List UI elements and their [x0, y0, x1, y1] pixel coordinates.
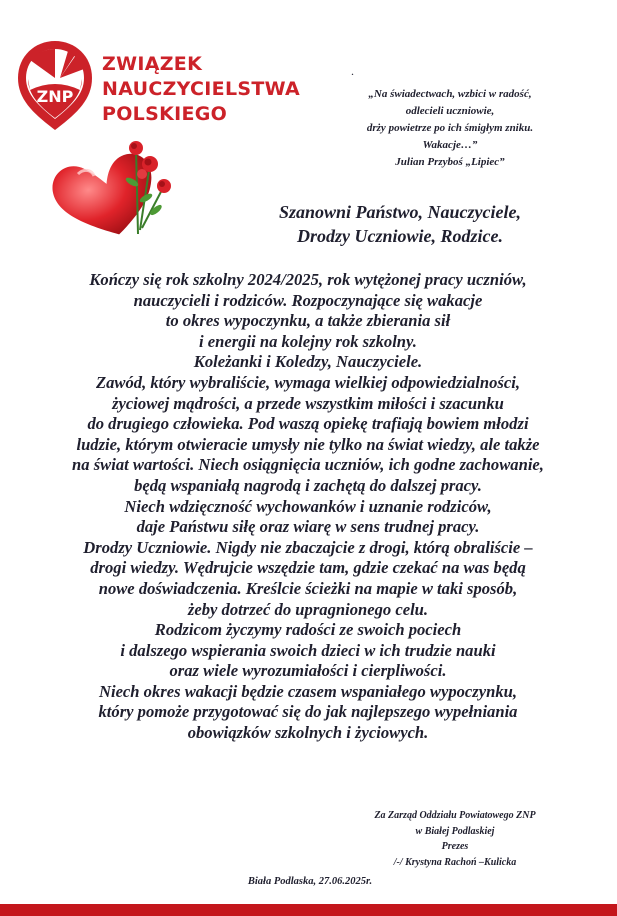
epigraph-line: „Na świadectwach, wzbici w radość, [368, 88, 532, 100]
body-line: do drugiego człowieka. Pod waszą opiekę trafiają bowiem młodzi [87, 414, 529, 434]
body-line: życiowej mądrości, a przede wszystkim miłości i szacunku [112, 393, 504, 413]
body-line: ludzie, którym otwieracie umysły nie tylko na świat wiedzy, ale także [76, 434, 540, 454]
logo-text: ZNP [36, 87, 74, 106]
body-line: Drodzy Uczniowie. Nigdy nie zbaczajcie z drogi, którą obraliście – [83, 537, 533, 557]
org-name-line: NAUCZYCIELSTWA [102, 78, 301, 100]
body-line: Niech okres wakacji będzie czasem wspaniałego wypoczynku, [98, 681, 518, 701]
organization-name [102, 52, 300, 127]
epigraph-line: Wakacje…” [422, 139, 478, 151]
epigraph-attribution: Julian Przyboś „Lipiec” [395, 156, 505, 168]
body-line: Zawód, który wybraliście, wymaga wielkiej odpowiedzialności, [95, 372, 521, 392]
body-line: nauczycieli i rodziców. Rozpoczynające się wakacje [133, 290, 483, 310]
body-line: Rodzicom życzymy radości ze swoich pociech [154, 620, 462, 640]
bottom-red-bar [0, 904, 617, 916]
signature-line: /-/ Krystyna Rachoń –Kulicka [393, 856, 517, 868]
org-name-line: POLSKIEGO [102, 103, 228, 125]
epigraph-line: odlecieli uczniowie, [405, 105, 495, 117]
epigraph-dot: . [351, 64, 354, 78]
body-line: obowiązków szkolnych i życiowych. [187, 723, 429, 743]
letter-body [28, 270, 588, 744]
epigraph [330, 86, 570, 171]
greeting [230, 200, 570, 248]
body-line: żeby dotrzeć do upragnionego celu. [187, 599, 429, 619]
body-line: drogi wiedzy. Wędrujcie wszędzie tam, gdzie czekać na was będą [90, 558, 526, 578]
body-line: Koleżanki i Koledzy, Nauczyciele. [193, 352, 423, 372]
signature-line: w Białej Podlaskiej [415, 825, 495, 837]
greeting-line: Szanowni Państwo, Nauczyciele, [278, 202, 522, 222]
body-line: na świat wartości. Niech osiągnięcia uczniów, ich godne zachowanie, [72, 455, 544, 475]
body-line: to okres wypoczynku, a także zbierania sił [165, 311, 451, 331]
body-line: który pomoże przygotować się do jak najlepszego wypełniania [98, 702, 518, 722]
body-line: Kończy się rok szkolny 2024/2025, rok wytężonej pracy uczniów, [89, 270, 527, 289]
body-line: i dalszego wspierania swoich dzieci w ich trudzie nauki [120, 640, 496, 660]
heart-roses-illustration [48, 138, 178, 243]
znp-logo [14, 38, 96, 138]
body-line: daje Państwu siłę oraz wiarę w sens trudnej pracy. [136, 517, 480, 537]
epigraph-line: drży powietrze po ich śmigłym zniku. [366, 122, 534, 134]
org-name-line: ZWIĄZEK [102, 53, 203, 75]
greeting-line: Drodzy Uczniowie, Rodzice. [297, 226, 503, 246]
body-line: i energii na kolejny rok szkolny. [199, 331, 417, 351]
signature-line: Za Zarząd Oddziału Powiatowego ZNP [374, 810, 536, 821]
place-and-date: Biała Podlaska, 27.06.2025r. [247, 876, 373, 887]
signature-block [340, 808, 570, 870]
body-line: Niech wdzięczność wychowanków i uznanie rodziców, [124, 496, 492, 516]
body-line: nowe doświadczenia. Kreślcie ścieżki na mapie w taki sposób, [98, 578, 518, 598]
body-line: oraz wiele wyrozumiałości i cierpliwości. [169, 661, 447, 681]
body-line: będą wspaniałą nagrodą i zachętą do dalszej pracy. [134, 475, 482, 495]
signature-line: Prezes [441, 841, 469, 852]
